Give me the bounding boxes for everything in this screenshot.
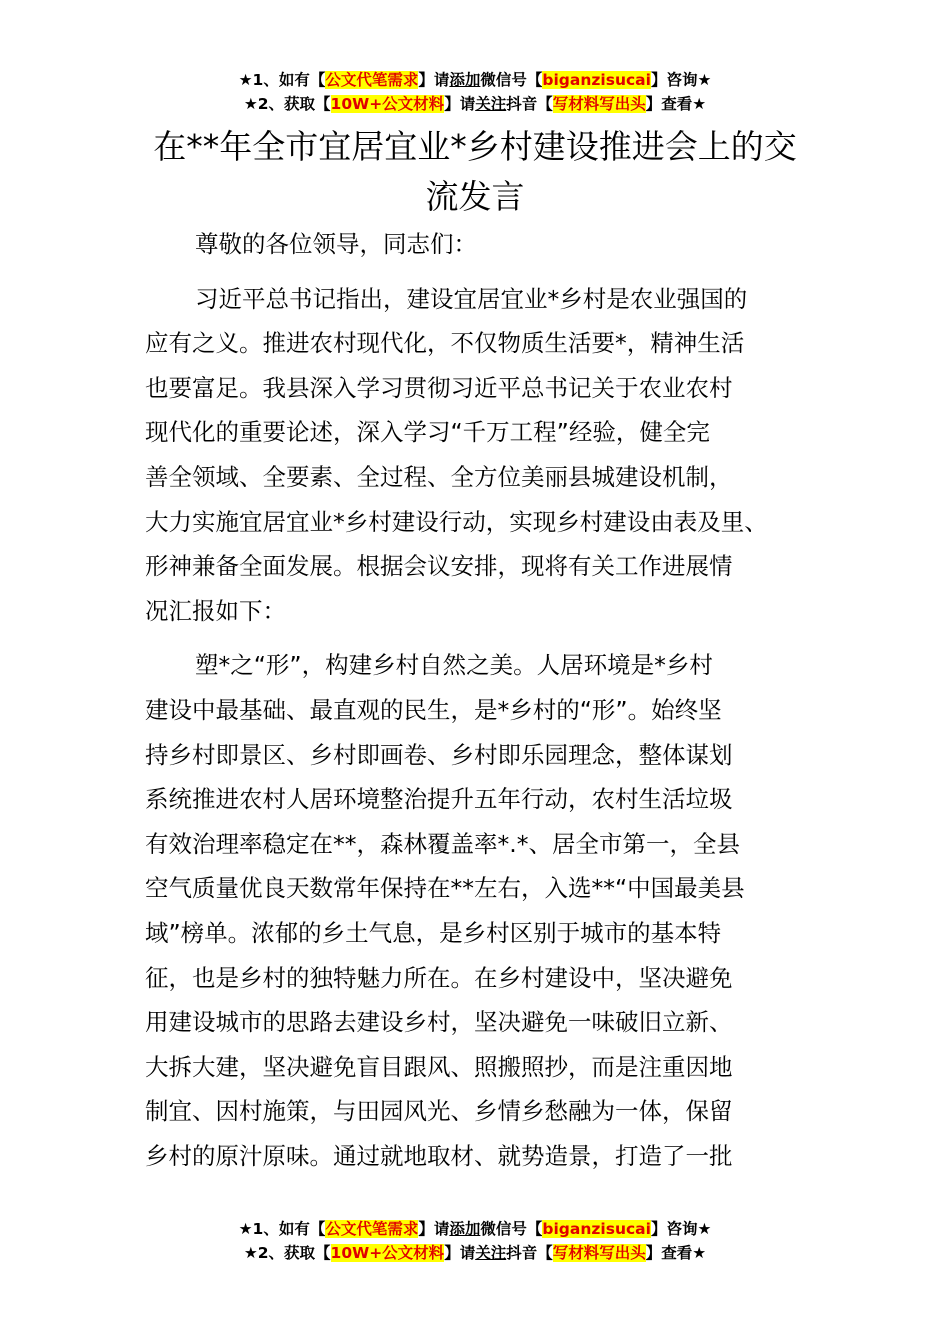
highlight-wechat-id: biganzisucai (542, 1220, 651, 1238)
star-icon: ★ (238, 1220, 253, 1238)
text-line: 应有之义。推进农村现代化，不仅物质生活要*，精神生活 (145, 329, 745, 358)
star-icon: ★ (692, 1244, 707, 1262)
highlight-wechat-id: biganzisucai (542, 71, 651, 89)
underlined-add: 添加 (449, 71, 481, 89)
bottom-banner (0, 1217, 950, 1265)
highlight-douyin: 写材料写出头 (552, 1244, 646, 1262)
banner-text: 】请 (444, 95, 476, 113)
underlined-follow: 关注 (475, 95, 507, 113)
document-body (145, 222, 805, 1188)
banner-text: 】请 (444, 1244, 476, 1262)
banner-text: 微信号【 (480, 71, 543, 89)
banner-line-2 (0, 92, 950, 116)
text-line: 大拆大建，坚决避免盲目跟风、照搬照抄，而是注重因地 (145, 1052, 733, 1081)
banner-text: 】请 (418, 1220, 450, 1238)
banner-text: 2、获取【 (257, 1244, 331, 1262)
banner-text: 2、获取【 (257, 95, 331, 113)
star-icon: ★ (238, 71, 253, 89)
star-icon: ★ (243, 95, 258, 113)
banner-line-1 (0, 1217, 950, 1241)
banner-text: 】查看 (645, 1244, 693, 1262)
banner-text: 1、如有【 (252, 1220, 326, 1238)
title-line: 流发言 (425, 177, 525, 216)
text-line: 况汇报如下： (145, 596, 286, 625)
text-line: 有效治理率稳定在**，森林覆盖率*.*、居全市第一，全县 (145, 829, 740, 858)
star-icon: ★ (697, 71, 712, 89)
banner-text: 】查看 (645, 95, 693, 113)
text-line: 大力实施宜居宜业*乡村建设行动，实现乡村建设由表及里、 (145, 507, 768, 536)
title-line: 在**年全市宜居宜业*乡村建设推进会上的交 (153, 127, 797, 166)
highlight-materials: 10W+公文材料 (330, 95, 445, 113)
underlined-add: 添加 (449, 1220, 481, 1238)
banner-text: 】咨询 (650, 1220, 698, 1238)
banner-text: 微信号【 (480, 1220, 543, 1238)
greeting: 尊敬的各位领导，同志们： (195, 230, 477, 258)
paragraph-1 (145, 277, 805, 634)
highlight-douyin: 写材料写出头 (552, 95, 646, 113)
highlight-service: 公文代笔需求 (325, 71, 419, 89)
text-line: 空气质量优良天数常年保持在**左右，入选**“中国最美县 (145, 874, 745, 903)
text-line: 建设中最基础、最直观的民生，是*乡村的“形”。始终坚 (145, 695, 722, 724)
star-icon: ★ (697, 1220, 712, 1238)
banner-text: 抖音【 (506, 1244, 553, 1262)
text-line: 系统推进农村人居环境整治提升五年行动，农村生活垃圾 (145, 785, 733, 814)
banner-text: 1、如有【 (252, 71, 326, 89)
star-icon: ★ (692, 95, 707, 113)
star-icon: ★ (243, 1244, 258, 1262)
highlight-service: 公文代笔需求 (325, 1220, 419, 1238)
text-line: 乡村的原汁原味。通过就地取材、就势造景，打造了一批 (145, 1141, 733, 1170)
text-line: 塑*之“形”，构建乡村自然之美。人居环境是*乡村 (195, 651, 713, 680)
text-line: 域”榜单。浓郁的乡土气息，是乡村区别于城市的基本特 (145, 918, 722, 947)
text-line: 持乡村即景区、乡村即画卷、乡村即乐园理念，整体谋划 (145, 740, 733, 769)
banner-text: 抖音【 (506, 95, 553, 113)
highlight-materials: 10W+公文材料 (330, 1244, 445, 1262)
text-line: 善全领域、全要素、全过程、全方位美丽县城建设机制， (145, 462, 733, 491)
text-line: 习近平总书记指出，建设宜居宜业*乡村是农业强国的 (195, 284, 748, 313)
document-title (140, 122, 810, 222)
text-line: 现代化的重要论述，深入学习“千万工程”经验，健全完 (145, 418, 710, 447)
text-line: 用建设城市的思路去建设乡村，坚决避免一味破旧立新、 (145, 1008, 733, 1037)
banner-line-1 (0, 68, 950, 92)
banner-line-2 (0, 1241, 950, 1265)
paragraph-2 (145, 643, 805, 1178)
text-line: 制宜、因村施策，与田园风光、乡情乡愁融为一体，保留 (145, 1097, 733, 1126)
underlined-follow: 关注 (475, 1244, 507, 1262)
text-line: 征，也是乡村的独特魅力所在。在乡村建设中，坚决避免 (145, 963, 733, 992)
banner-text: 】请 (418, 71, 450, 89)
text-line: 也要富足。我县深入学习贯彻习近平总书记关于农业农村 (145, 373, 733, 402)
banner-text: 】咨询 (650, 71, 698, 89)
top-banner (0, 68, 950, 116)
text-line: 形神兼备全面发展。根据会议安排，现将有关工作进展情 (145, 552, 733, 581)
